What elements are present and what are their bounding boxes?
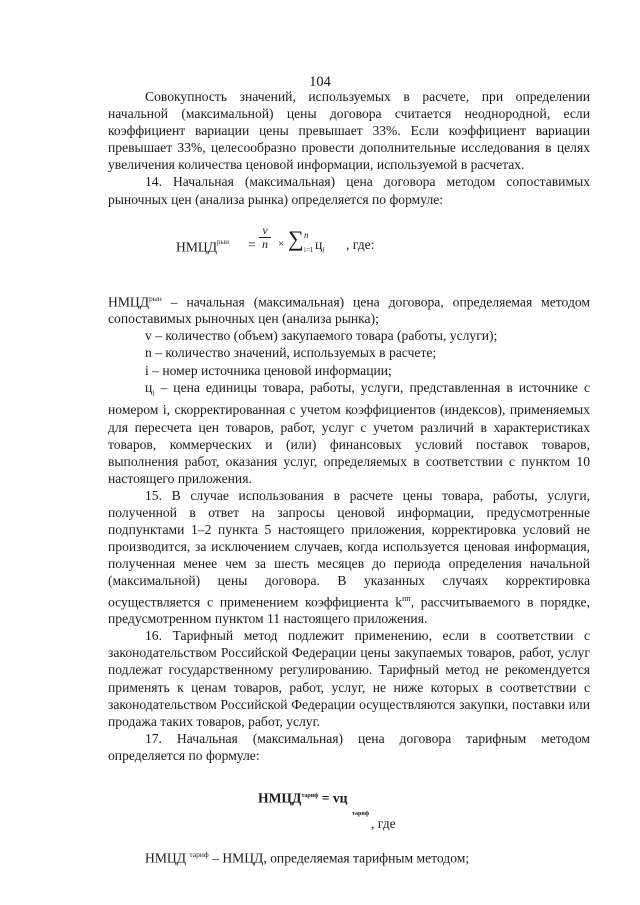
formula1-sum-upper: n	[304, 229, 309, 240]
definition-v: v – количество (объем) закупаемого товара (работы, услуги);	[145, 328, 498, 344]
formula1-fraction	[259, 224, 271, 251]
formula-tariff	[108, 778, 590, 832]
formula2-expression: $НМЦД^{тариф}$ = vц	[258, 790, 348, 806]
page-number: 104	[309, 74, 331, 90]
formula-market-price	[108, 220, 590, 270]
definition-nmcd-tariff: НМЦД $^{тариф}$ – НМЦД, определяемая тарифным методом;	[145, 849, 470, 866]
sum-symbol-icon: ∑	[288, 225, 304, 251]
definition-ci: $ц_i$ – цена единицы товара, работы, услуги, представленная в источнике с номером i, скорректированная с учетом коэффициентов (индексов), применяемых для пересчета цен товаров, работ, услуг с учетом различий в характеристиках товаров, коммерческих и (или) финансовых условий поставок товаров, выполнения работ, оказания услуг, определяемых в соответствии с пунктом 10 настоящего приложения.	[108, 379, 590, 486]
formula1-term: $ц_i$	[315, 236, 325, 255]
paragraph-coefficient-variation: Совокупность значений, используемых в расчете, при определении начальной (максимальной) цены договора считается неоднородной, если коэффициент вариации цены превышает 33%. Если коэффициент вариации превышает 33%, целесообразно провести дополнительные исследования в целях увеличения количества ценовой информации, используемой в расчетах.	[108, 89, 590, 173]
definition-n: n – количество значений, используемых в расчете;	[145, 345, 437, 361]
formula2-where: , где	[371, 815, 396, 831]
formula1-times: ×	[278, 237, 285, 250]
document-body	[108, 88, 590, 867]
paragraph-16: 16. Тарифный метод подлежит применению, если в соответствии с законодательством Российской Федерации цены закупаемых товаров, работ, услуг подлежат государственному регулированию. Тарифный метод не рекомендуется применять к ценам товаров, работ, услуг, не ниже которых в соответствии с законодательством Российской Федерации осуществляются закупки, поставки или продажа таких товаров, работ, услуг.	[108, 628, 590, 729]
formula1-lhs: $НМЦД^{рын}$	[176, 237, 229, 255]
definition-i: i – номер источника ценовой информации;	[145, 362, 392, 378]
paragraph-14: 14. Начальная (максимальная) цена договора методом сопоставимых рыночных цен (анализа рынка) определяется по формуле:	[108, 174, 590, 207]
paragraph-17: 17. Начальная (максимальная) цена договора тарифным методом определяется по формуле:	[108, 730, 590, 763]
formula1-denominator: n	[262, 236, 268, 251]
formula1-equals: =	[248, 236, 256, 252]
formula1-numerator: v	[259, 224, 271, 238]
formula1-sum-lower: i=1	[304, 245, 314, 254]
formula1-where: , где:	[346, 236, 375, 252]
formula2-subscript: тариф	[352, 810, 369, 817]
paragraph-15: 15. В случае использования в расчете цены товара, работы, услуги, полученной в ответ на запросы ценовой информации, предусмотренные подпунктами 1–2 пункта 5 настоящего приложения, корректировка условий не производится, за исключением случаев, когда используется ценовая информация, полученная менее чем за шесть месяцев до периода определения начальной (максимальной) цены договора. В указанных случаях корректировка осуществляется с применением коэффициента $k^{пп}$, рассчитываемого в порядке, предусмотренном пунктом 11 настоящего приложения.	[108, 487, 590, 627]
definition-nmcd: $НМЦД^{рын}$ – начальная (максимальная) цена договора, определяемая методом сопоставимых рыночных цен (анализа рынка);	[108, 293, 590, 327]
